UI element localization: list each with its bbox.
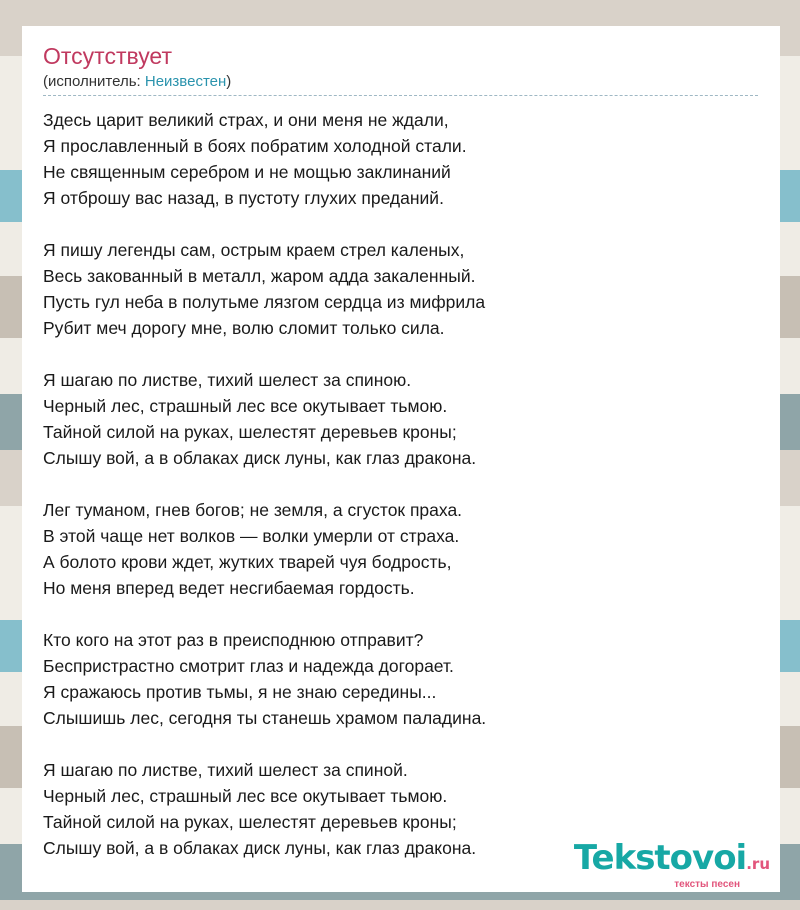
lyric-line: Но меня вперед ведет несгибаемая гордость. — [43, 578, 415, 598]
lyric-line: Я шагаю по листве, тихий шелест за спиной. — [43, 760, 408, 780]
lyric-line: Слышишь лес, сегодня ты станешь храмом паладина. — [43, 708, 487, 728]
lyric-line: Черный лес, страшный лес все окутывает тьмою. — [43, 786, 448, 806]
stanza — [43, 107, 780, 211]
lyric-line: Я отброшу вас назад, в пустоту глухих преданий. — [43, 188, 444, 208]
song-title: Отсутствует — [43, 43, 172, 69]
lyric-line: Весь закованный в металл, жаром адда закаленный. — [43, 266, 476, 286]
lyric-line: Не священным серебром и не мощью заклинаний — [43, 162, 451, 182]
lyric-line: Рубит меч дорогу мне, волю сломит только сила. — [43, 318, 445, 338]
logo-main-text: Tekstovoi — [573, 838, 747, 878]
artist-link[interactable]: Неизвестен — [144, 73, 227, 90]
lyric-line: Тайной силой на руках, шелестят деревьев кроны; — [43, 422, 457, 442]
artist-prefix: (исполнитель: — [43, 73, 145, 90]
lyric-line: Лег туманом, гнев богов; не земля, а сгусток праха. — [43, 500, 463, 520]
lyric-line: Я пишу легенды сам, острым краем стрел каленых, — [43, 240, 465, 260]
stanza — [43, 237, 780, 341]
site-logo[interactable] — [573, 838, 770, 890]
lyric-line: Кто кого на этот раз в преисподнюю отправит? — [43, 630, 424, 650]
stanza — [43, 497, 780, 601]
lyric-line: Слышу вой, а в облаках диск луны, как глаз дракона. — [43, 448, 477, 468]
lyric-line: Я прославленный в боях побратим холодной стали. — [43, 136, 467, 156]
logo-tld: .ru — [746, 855, 770, 873]
lyric-line: Слышу вой, а в облаках диск луны, как глаз дракона. — [43, 838, 477, 858]
lyrics-card — [22, 26, 780, 892]
artist-line — [43, 72, 758, 96]
lyric-line: Я сражаюсь против тьмы, я не знаю середины... — [43, 682, 437, 702]
artist-suffix: ) — [226, 73, 232, 90]
lyrics-body — [43, 107, 780, 861]
lyric-line: Беспристрастно смотрит глаз и надежда догорает. — [43, 656, 454, 676]
stanza — [43, 627, 780, 731]
logo-tagline: тексты песен — [674, 879, 740, 890]
lyric-line: А болото крови ждет, жутких тварей чуя бодрость, — [43, 552, 452, 572]
lyric-line: Пусть гул неба в полутьме лязгом сердца из мифрила — [43, 292, 486, 312]
lyric-line: В этой чаще нет волков — волки умерли от страха. — [43, 526, 460, 546]
stanza — [43, 367, 780, 471]
lyric-line: Тайной силой на руках, шелестят деревьев кроны; — [43, 812, 457, 832]
lyric-line: Черный лес, страшный лес все окутывает тьмою. — [43, 396, 448, 416]
lyric-line: Я шагаю по листве, тихий шелест за спиною. — [43, 370, 412, 390]
lyric-line: Здесь царит великий страх, и они меня не ждали, — [43, 110, 449, 130]
logo-wordmark — [573, 838, 770, 881]
